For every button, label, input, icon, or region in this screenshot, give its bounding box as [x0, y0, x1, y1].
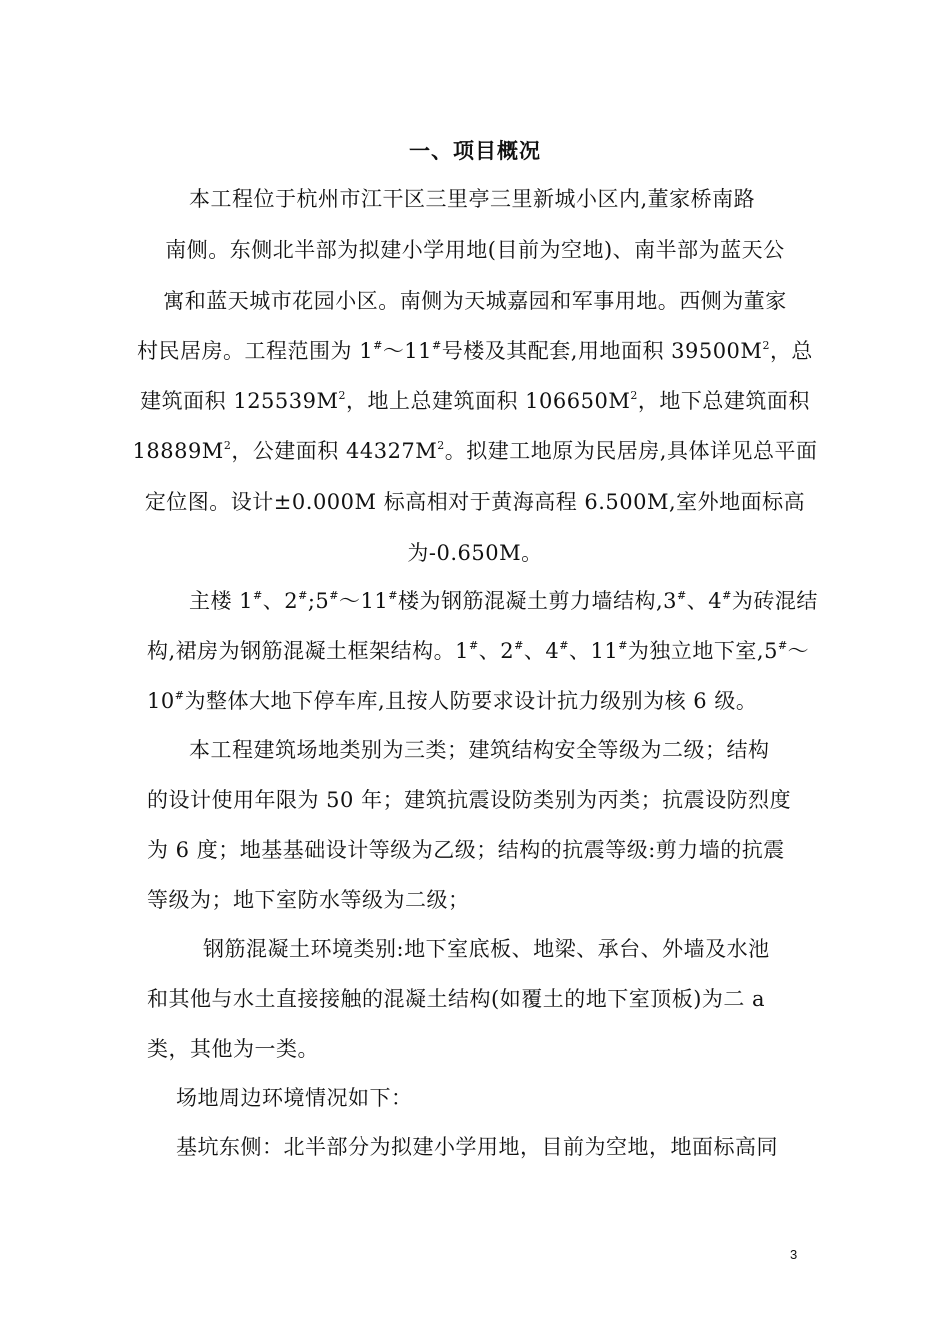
para2-line-1: 主楼 1#、2#;5#～11#楼为钢筋混凝土剪力墙结构,3#、4#为砖混结	[189, 589, 818, 613]
para2-line-3: 10#为整体大地下停车库,且按人防要求设计抗力级别为核 6 级。	[147, 689, 758, 713]
section-heading: 一、项目概况	[409, 139, 541, 163]
para5-line-1: 场地周边环境情况如下：	[176, 1086, 413, 1110]
para3-line-3: 为 6 度；地基基础设计等级为乙级；结构的抗震等级:剪力墙的抗震	[147, 838, 785, 862]
para1-line-8: 为-0.650M。	[407, 541, 543, 565]
para1-line-1: 本工程位于杭州市江干区三里亭三里新城小区内,董家桥南路	[189, 187, 756, 211]
para1-line-4: 村民居房。工程范围为 1#～11#号楼及其配套,用地面积 $39500M^2$，总	[137, 339, 813, 363]
page-number: 3	[790, 1247, 798, 1262]
para1-line-3: 寓和蓝天城市花园小区。南侧为天城嘉园和军事用地。西侧为董家	[163, 289, 787, 313]
para6-line-1: 基坑东侧：北半部分为拟建小学用地，目前为空地，地面标高同	[176, 1135, 778, 1159]
para4-line-2: 和其他与水土直接接触的混凝土结构(如覆土的地下室顶板)为二 a	[147, 987, 766, 1011]
para1-line-7: 定位图。设计±0.000M 标高相对于黄海高程 6.500M,室外地面标高	[144, 490, 806, 514]
para2-line-2: 构,裙房为钢筋混凝土框架结构。1#、2#、4#、11#为独立地下室,5#～	[147, 639, 810, 663]
para4-line-3: 类，其他为一类。	[147, 1037, 319, 1061]
para3-line-2: 的设计使用年限为 50 年；建筑抗震设防类别为丙类；抗震设防烈度	[147, 788, 792, 812]
para4-line-1: 钢筋混凝土环境类别:地下室底板、地梁、承台、外墙及水池	[203, 937, 770, 961]
para1-line-6: $18889M^2$，公建面积 $44327M^2$。拟建工地原为民居房,具体详见总平面	[132, 439, 818, 463]
para1-line-5: 建筑面积 $125539M^2$，地上总建筑面积 $106650M^2$，地下总建筑面积	[140, 389, 810, 413]
para3-line-1: 本工程建筑场地类别为三类；建筑结构安全等级为二级；结构	[189, 738, 770, 762]
para3-line-4: 等级为；地下室防水等级为二级；	[147, 888, 470, 912]
para1-line-2: 南侧。东侧北半部为拟建小学用地(目前为空地)、南半部为蓝天公	[165, 238, 785, 262]
